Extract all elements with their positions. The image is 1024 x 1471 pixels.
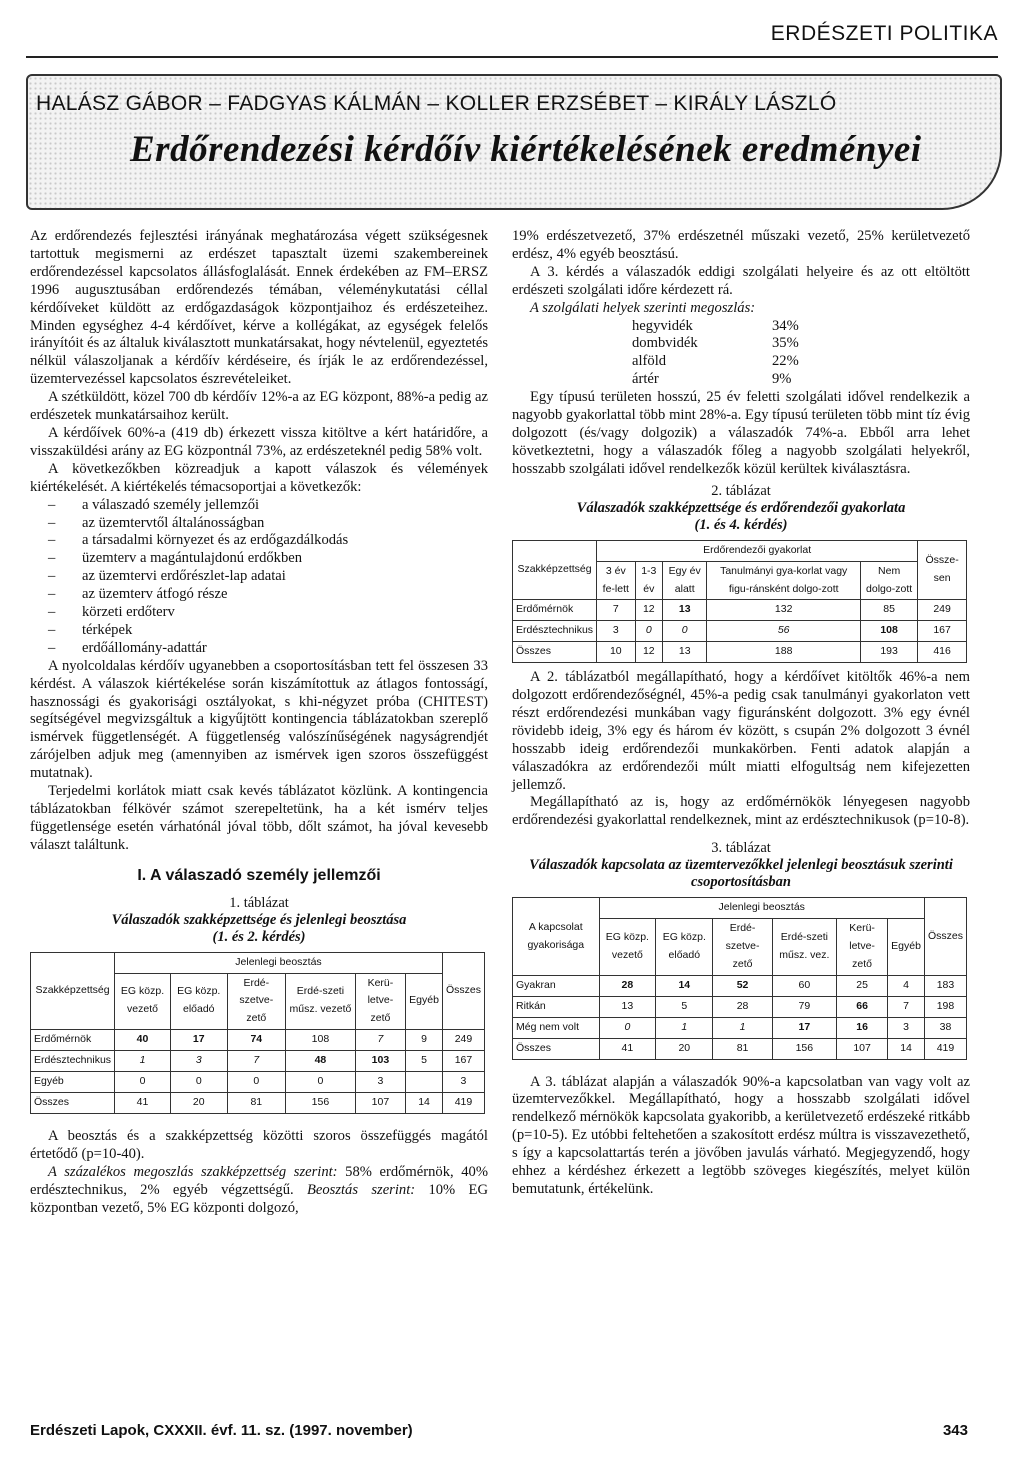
table-cell: 52 (713, 975, 772, 996)
table-cell: 12 (635, 600, 662, 621)
table-cell: 13 (663, 642, 707, 663)
table-column-header: Egyéb (406, 973, 443, 1030)
location-name: dombvidék (632, 335, 698, 352)
table-cell: 13 (599, 996, 656, 1017)
list-item: – a válaszadó személy jellemzői (30, 497, 488, 515)
table-cell: 0 (170, 1072, 227, 1093)
table-cell: 156 (772, 1038, 836, 1059)
text: 58% erdőmérnök, 40% erdésztechnikus, 2% egyéb végzettségű. (30, 1163, 488, 1198)
table-cell: 17 (170, 1030, 227, 1051)
paragraph: Terjedelmi korlátok miatt csak kevés táblázatot közlünk. A kontingencia táblázatokban félkövér számot szerepeltetünk, ha a két ismérv teljes függetlensége esetén várhatónál jóval több, dőlt számot, ha jóval kevesebb választ találtunk. (30, 783, 488, 853)
paragraph: Megállapítható az is, hogy az erdőmérnökök lényegesen nagyobb erdőrendezési gyakorlattal rendelkeznek, mint az erdésztechnikusok (p=10-8). (512, 794, 970, 829)
table3-number: 3. táblázat (711, 840, 771, 857)
table-cell: 13 (663, 600, 707, 621)
paragraph: A beosztás és a szakképzettség közötti szoros összefüggés magától értetődő (p=10-40). (30, 1127, 488, 1162)
list-item: – az üzemtervi erdőrészlet-lap adatai (30, 568, 488, 586)
table-column-header: EG közp. előadó (656, 919, 713, 976)
table-column-header: Nem dolgo-zott (861, 561, 918, 600)
paragraph: A szolgálati helyek szerinti megoszlás: (530, 299, 756, 316)
section-heading: I. A válaszadó személy jellemzői (137, 866, 381, 884)
table-cell: 3 (442, 1072, 484, 1093)
topic-list (30, 497, 488, 658)
table-column-header: EG közp. vezető (115, 973, 171, 1030)
article-title: Erdőrendezési kérdőív kiértékelésének eredményei (130, 129, 922, 170)
location-row (512, 318, 970, 336)
table-cell: 14 (656, 975, 713, 996)
paragraph: A kérdőívek 60%-a (419 db) érkezett vissza kitöltve a kért határidőre, a visszaküldési arány az EG központnál 73%, az erdészeteknél pedig 58% volt. (30, 424, 488, 459)
table-row (31, 1072, 485, 1093)
row-label: Erdésztechnikus (513, 621, 597, 642)
table-cell: 0 (286, 1072, 356, 1093)
table-cell: 4 (888, 975, 925, 996)
table-cell: 7 (227, 1051, 286, 1072)
table-cell: 10 (597, 642, 636, 663)
table-cell: 1 (115, 1051, 171, 1072)
location-row (512, 353, 970, 371)
table-cell: 0 (115, 1072, 171, 1093)
table-row (31, 1092, 485, 1113)
header-rule (26, 56, 998, 58)
table-cell: 38 (924, 1017, 966, 1038)
paragraph: 19% erdészetvezető, 37% erdészetnél műszaki vezető, 25% kerületvezető erdész, 4% egyéb beosztású. (512, 228, 970, 262)
table-cell: 156 (286, 1092, 356, 1113)
table-cell: 132 (707, 600, 861, 621)
table1-number: 1. táblázat (229, 894, 289, 911)
left-column (30, 228, 488, 1217)
table2-subtitle: (1. és 4. kérdés) (694, 516, 788, 533)
table-cell: 5 (406, 1051, 443, 1072)
table-cell: 198 (924, 996, 966, 1017)
table-cell: 79 (772, 996, 836, 1017)
authors: HALÁSZ GÁBOR – FADGYAS KÁLMÁN – KOLLER ERZSÉBET – KIRÁLY LÁSZLÓ (36, 92, 837, 115)
table-cell: 60 (772, 975, 836, 996)
table-row (513, 600, 967, 621)
table-column-header: Egyéb (888, 919, 925, 976)
location-name: ártér (632, 371, 659, 388)
paragraph: A 3. kérdés a válaszadók eddigi szolgálati helyeire és az ott eltöltött erdészeti szolgálati időre kérdezett rá. (512, 263, 970, 298)
row-label: Összes (513, 642, 597, 663)
table-cell: 28 (599, 975, 656, 996)
table-cell: 193 (861, 642, 918, 663)
table-column-header: Kerü-letve-zető (837, 919, 888, 976)
table-column-header: Tanulmányi gya-korlat vagy figu-ránsként dolgo-zott (707, 561, 861, 600)
table1-subtitle: (1. és 2. kérdés) (212, 928, 306, 945)
paragraph: A nyolcoldalas kérdőív ugyanebben a csoportosításban tett fel összesen 33 kérdést. A válaszok kiértékelése során kiszámítottuk az átlagos fontosságí, hasznossági és gyakorisági osztályokat, s khi-négyzet próba (CHITEST) segítségével megvizsgáltuk a kigyűjtött kontingencia táblázatokban szereplő ismérvek függetlenségét. A függetlenség valószínűségének nagyságrendjét zárójelben adjuk meg (amennyiben az ismérvek igen szoros összefüggést mutatnak). (30, 657, 488, 782)
table-row (31, 1030, 485, 1051)
table-cell: 20 (656, 1038, 713, 1059)
table-cell: 40 (115, 1030, 171, 1051)
row-label: Összes (513, 1038, 600, 1059)
table1-title: Válaszadók szakképzettsége és jelenlegi beosztása (111, 911, 407, 928)
table-cell: 3 (170, 1051, 227, 1072)
row-label: Ritkán (513, 996, 600, 1017)
table-cell: 107 (837, 1038, 888, 1059)
text-italic: Beosztás szerint: (306, 1181, 416, 1198)
table-cell: 3 (355, 1072, 405, 1093)
table-cell: 103 (355, 1051, 405, 1072)
table-group-header: Erdőrendezői gyakorlat (597, 540, 918, 561)
table-cell: 14 (888, 1038, 925, 1059)
table-column-header: Erdé-szeti műsz. vezető (286, 973, 356, 1030)
table-cell: 41 (115, 1092, 171, 1113)
paragraph: A szétküldött, közel 700 db kérdőív 12%-a az EG központ, 88%-a pedig az erdészetek munkatársaihoz került. (30, 389, 488, 424)
paragraph: A 2. táblázatból megállapítható, hogy a kérdőívet kitöltők 46%-a nem dolgozott erdőrendezőségnél, 45%-a pedig csak tanulmányi gyakorlaton vett részt erdőrendezési munkában vagy figuránsként dolgozott. 3% egy évnél rövidebb ideig, 3% egy és három év között, s csupán 2% dolgozott 3 évnél hosszabb ideig erdőrendezői munkakörben. Fenti adatok alapján a válaszadókra az erdőrendezői múlt miatti elfogultság nem kifejezetten jellemző. (512, 669, 970, 793)
location-percent: 35% (772, 335, 799, 352)
table-row (513, 1017, 967, 1038)
location-percent: 34% (772, 317, 799, 334)
table-cell: 0 (599, 1017, 656, 1038)
table-column-header: EG közp. előadó (170, 973, 227, 1030)
table-cell: 419 (442, 1092, 484, 1113)
location-percent: 22% (772, 353, 799, 370)
paragraph: A 3. táblázat alapján a válaszadók 90%-a kapcsolatban van vagy volt az üzemtervezőkkel. Megállapítható, hogy a hosszabb szolgálati idővel rendelkező mérnökök kapcsolata gyakoribb, a kerületvezető erdészeké ritkább (p=10-5). Ez utóbbi feltehetően a szakosított erdész múltra is visszavezethető, s így a kapcsolattartás terén a jövőben javulás várható. Megjegyzendő, hogy ehhez a kérdéshez érkezett a legtöbb szöveges kiegészítés, melyet külön bemutatunk, értékelünk. (512, 1073, 970, 1197)
location-name: alföld (632, 353, 667, 370)
table-cell: 9 (406, 1030, 443, 1051)
list-item: – körzeti erdőterv (30, 604, 488, 622)
table-cell: 0 (635, 621, 662, 642)
list-item: – az üzemterv átfogó része (30, 586, 488, 604)
table-total-header: Összes (442, 952, 484, 1030)
table1 (30, 952, 485, 1114)
table-cell: 25 (837, 975, 888, 996)
table-row (513, 621, 967, 642)
location-list (512, 318, 970, 390)
table-cell: 7 (355, 1030, 405, 1051)
table3 (512, 897, 967, 1059)
table-cell: 20 (170, 1092, 227, 1113)
paragraph: A következőkben közreadjuk a kapott válaszok és vélemények kiértékelését. A kiértékelés témacsoportjai a következők: (30, 460, 488, 495)
table-cell: 74 (227, 1030, 286, 1051)
table-cell: 167 (442, 1051, 484, 1072)
paragraph (30, 1164, 488, 1218)
table-cell: 12 (635, 642, 662, 663)
table-cell: 0 (663, 621, 707, 642)
table-row (513, 642, 967, 663)
table-cell: 81 (713, 1038, 772, 1059)
table-column-header: Kerü-letve-zető (355, 973, 405, 1030)
table-cell: 249 (918, 600, 967, 621)
table-cell: 108 (861, 621, 918, 642)
table-total-header: Összes (924, 898, 966, 976)
table-column-header: Erdé-szetve-zető (713, 919, 772, 976)
text: 10% EG központban vezető, 5% EG központi dolgozó, (30, 1181, 488, 1216)
table-cell: 14 (406, 1092, 443, 1113)
row-label: Gyakran (513, 975, 600, 996)
table-column-header: Erdé-szetve-zető (227, 973, 286, 1030)
table-row (513, 996, 967, 1017)
table-row (513, 975, 967, 996)
list-item: – erdőállomány-adattár (30, 640, 488, 658)
table-row-header: A kapcsolat gyakorisága (513, 898, 600, 976)
table-cell: 107 (355, 1092, 405, 1113)
table-cell: 81 (227, 1092, 286, 1113)
table-cell: 1 (656, 1017, 713, 1038)
table-column-header: 3 év fe-lett (597, 561, 636, 600)
table-row (31, 1051, 485, 1072)
row-label: Egyéb (31, 1072, 115, 1093)
list-item: – a társadalmi környezet és az erdőgazdálkodás (30, 532, 488, 550)
location-row (512, 371, 970, 389)
table-row-header: Szakképzettség (31, 952, 115, 1030)
table-cell: 108 (286, 1030, 356, 1051)
right-column (512, 228, 970, 1199)
table-cell: 41 (599, 1038, 656, 1059)
list-item: – térképek (30, 622, 488, 640)
table-cell: 28 (713, 996, 772, 1017)
table-cell: 0 (227, 1072, 286, 1093)
table-column-header: Erdé-szeti műsz. vez. (772, 919, 836, 976)
table-cell: 3 (888, 1017, 925, 1038)
table-cell: 56 (707, 621, 861, 642)
table-cell: 17 (772, 1017, 836, 1038)
table-cell: 416 (918, 642, 967, 663)
table-cell (406, 1072, 443, 1093)
table-cell: 16 (837, 1017, 888, 1038)
table-cell: 167 (918, 621, 967, 642)
table-cell: 249 (442, 1030, 484, 1051)
table-group-header: Jelenlegi beosztás (115, 952, 443, 973)
table-cell: 66 (837, 996, 888, 1017)
table-row-header: Szakképzettség (513, 540, 597, 600)
table2 (512, 540, 967, 663)
table-cell: 183 (924, 975, 966, 996)
table-column-header: 1-3 év (635, 561, 662, 600)
table2-title: Válaszadók szakképzettsége és erdőrendezői gyakorlata (576, 499, 906, 516)
paragraph: Az erdőrendezés fejlesztési irányának meghatározása végett szükségesnek tartottuk megismerni az erdészet tapasztalt üzemi szakembereinek erdőrendezéssel kapcsolatos állásfoglalását. Ennek érdekében az FM–ERSZ 1996 augusztusában erdőrendezés témában, véleménykutatási céllal kérdőíveket küldött az erdőgazdaságok központjaihoz és erdészeteihez. Minden egységhez 4-4 kérdőívet, kérve a kollégákat, az egységek felelős irányítóit és az általuk kiválasztott munkatársakat, hogy névtelenül, egyeztetés nélkül válaszoljanak a kérdőív kérdéseire, és írják le az erdőrendezéssel, üzemtervezéssel kapcsolatos észrevételeiket. (30, 228, 488, 388)
table-column-header: EG közp. vezető (599, 919, 656, 976)
table3-title: Válaszadók kapcsolata az üzemtervezőkkel jelenlegi beosztásuk szerinti csoportosításban (529, 857, 953, 891)
row-label: Összes (31, 1092, 115, 1113)
table-cell: 7 (888, 996, 925, 1017)
table-cell: 5 (656, 996, 713, 1017)
list-item: – üzemterv a magántulajdonú erdőkben (30, 550, 488, 568)
row-label: Erdőmérnök (513, 600, 597, 621)
table-cell: 48 (286, 1051, 356, 1072)
row-label: Erdőmérnök (31, 1030, 115, 1051)
table-column-header: Egy év alatt (663, 561, 707, 600)
table-cell: 85 (861, 600, 918, 621)
text-italic: A százalékos megoszlás szakképzettség szerint: (48, 1163, 338, 1180)
page-number: 343 (942, 1422, 968, 1439)
paragraph: Egy típusú területen hosszú, 25 év feletti szolgálati idővel rendelkezik a nagyobb gyakorlattal több mint 28%-a. Egy típusú területen több mint tíz évig dolgozott (és/vagy dolgozik) a válaszadók 74%-a. Ebből arra lehet következtetni, hogy a válaszadók főleg a nagyobb szolgálati helyekről, hosszabb szolgálati idővel rendelkezők közül kerültek kiválasztásra. (512, 389, 970, 477)
table-group-header: Jelenlegi beosztás (599, 898, 924, 919)
table-cell: 188 (707, 642, 861, 663)
row-label: Erdésztechnikus (31, 1051, 115, 1072)
location-row (512, 335, 970, 353)
table-cell: 419 (924, 1038, 966, 1059)
list-item: – az üzemtervtől általánosságban (30, 515, 488, 533)
table-row (513, 1038, 967, 1059)
location-percent: 9% (772, 371, 792, 388)
row-label: Még nem volt (513, 1017, 600, 1038)
table-cell: 3 (597, 621, 636, 642)
table2-number: 2. táblázat (711, 482, 771, 499)
section-header: ERDÉSZETI POLITIKA (770, 22, 998, 45)
table-cell: 7 (597, 600, 636, 621)
table-cell: 1 (713, 1017, 772, 1038)
location-name: hegyvidék (632, 317, 693, 334)
table-total-header: Össze-sen (918, 540, 967, 600)
journal-footer: Erdészeti Lapok, CXXXII. évf. 11. sz. (1997. november) (30, 1422, 413, 1439)
